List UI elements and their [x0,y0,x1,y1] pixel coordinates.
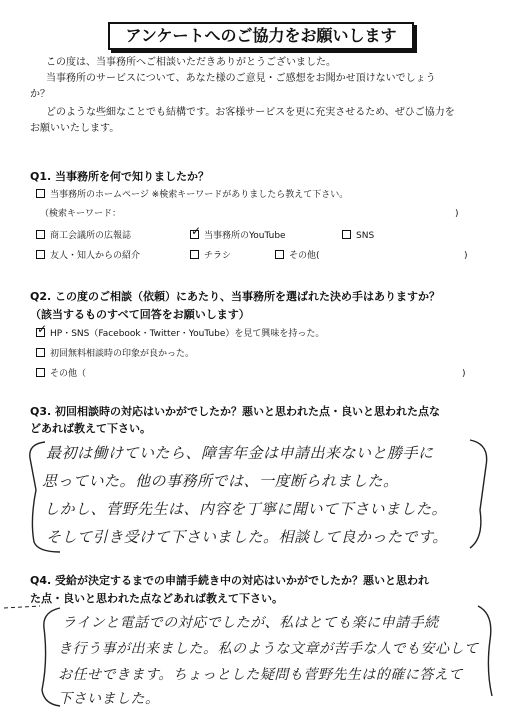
intro-line-2: 当事務所のサービスについて、あなた様のご意見・ご感想をお聞かせ頂けないでしょう [46,73,436,84]
q2-option-hp-sns-label: HP・SNS（Facebook・Twitter・YouTube）を見て興味を持った。 [50,329,325,339]
survey-title: アンケートへのご協力をお願いします [108,22,414,50]
check-mark-icon: ✓ [191,224,202,238]
q1-option-youtube-label: 当事務所のYouTube [204,231,286,241]
q2-option-first-consult-label: 初回無料相談時の印象が良かった。 [50,349,195,359]
intro-line-5: お願いいたします。 [30,123,120,134]
q2-other-close-paren: ) [462,369,466,379]
q3-answer-right-bracket [470,440,487,548]
q4-question-line-2: た点・良いと思われた点などあれば教えて下さい。 [30,592,283,605]
q2-note: （該当するものすべて回答をお願いします） [30,308,250,321]
q1-option-flyer-label: チラシ [204,251,232,261]
q4-question-line-1: Q4. 受給が決定するまでの申請手続き中の対応はいかがでしたか？悪いと思われ [30,574,430,587]
q2-option-other-label: その他（ [50,369,87,379]
q1-option-friend-label: 友人・知人からの紹介 [50,251,141,261]
q1-question: Q1. 当事務所を何で知りましたか？ [30,170,210,183]
q3-answer-line-3: しかし、菅野先生は、内容を丁寧に聞いて下さいました。 [44,500,448,518]
intro-line-3: か？ [30,89,50,100]
q3-question-line-2: どあれば教えて下さい。 [30,422,151,435]
q4-answer-right-bracket [478,606,492,696]
intro-line-4: どのような些細なことでも結構です。お客様サービスを更に充実させるため、ぜひご協力を [46,107,455,118]
q4-answer-line-3: お任せできます。ちょっとした疑問も菅野先生は的確に答えて [58,667,463,683]
q2-question: Q2. この度のご相談（依頼）にあたり、当事務所を選ばれた決め手はありますか？ [30,290,441,303]
q3-answer-line-4: そして引き受けて下さいました。相談して良かったです。 [46,528,448,546]
q4-answer-line-4: 下さいました。 [58,691,160,707]
q4-dash-line [4,606,40,608]
q1-option-other-label: その他( [289,251,320,261]
check-mark-icon: ✓ [37,322,48,336]
q3-answer-line-2: 思っていた。他の事務所では、一度断られました。 [42,472,399,490]
q3-question-line-1: Q3. 初回相談時の対応はいかがでしたか？悪いと思われた点・良いと思われた点な [30,405,441,418]
q3-answer-line-1: 最初は働けていたら、障害年金は申請出来ないと勝手に [46,444,434,462]
q4-answer-line-1: ラインと電話での対応でしたが、私はとても楽に申請手続 [62,615,439,631]
q1-option-homepage-label: 当事務所のホームページ ※検索キーワードがありましたら教えて下さい。 [50,190,349,200]
q1-option-sns-label: SNS [356,231,375,241]
q1-keyword-close-paren: ) [455,209,459,219]
q4-answer-line-2: き行う事が出来ました。私のような文章が苦手な人でも安心して [58,641,479,657]
intro-line-1: この度は、当事務所へご相談いただきありがとうございました。 [46,57,336,68]
q1-keyword-label: （検索キーワード： [40,209,122,219]
q1-option-chamber-label: 商工会議所の広報誌 [50,231,132,241]
q1-other-close-paren: ) [464,251,468,261]
